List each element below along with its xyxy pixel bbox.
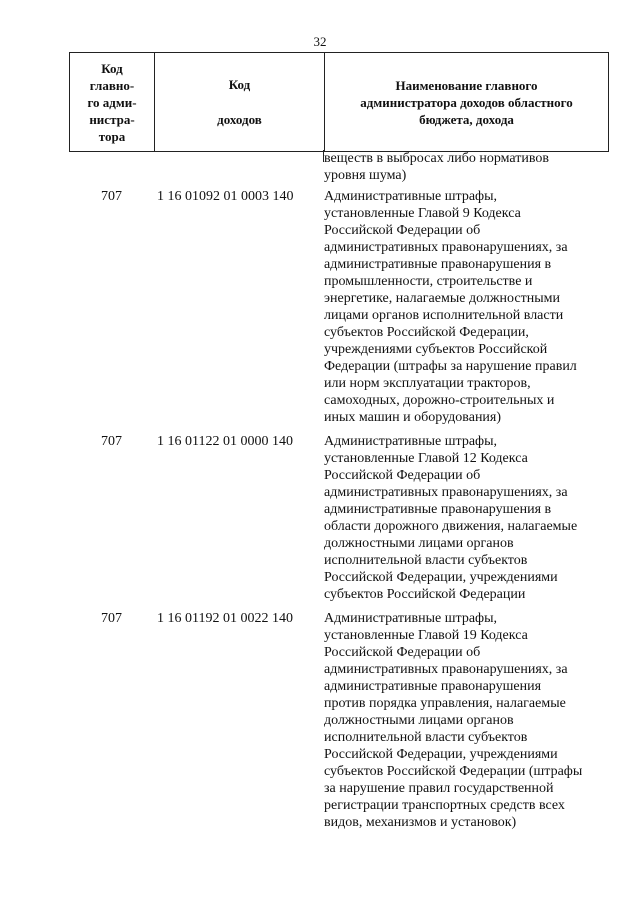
text-line: области дорожного движения, налагаемые [324, 519, 578, 534]
text-line: Административные штрафы, [324, 611, 498, 626]
header-admin-line: Код [101, 60, 123, 76]
text-line: Российской Федерации, учреждениями [324, 570, 558, 585]
header-admin-line: го адми- [87, 94, 137, 110]
header-name-line: Наименование главного [395, 77, 538, 93]
text-line: административные правонарушения [324, 679, 542, 694]
text-line: установленные Главой 9 Кодекса [324, 206, 521, 221]
admin-code: 707 [101, 434, 122, 449]
text-line: регистрации транспортных средств всех [324, 798, 565, 813]
header-admin-code [70, 53, 155, 152]
text-line: административных правонарушениях, за [324, 240, 568, 255]
header-income-code [155, 53, 325, 152]
table-header [69, 52, 609, 152]
text-line: Российской Федерации об [324, 468, 481, 483]
income-name [324, 433, 614, 603]
text-line: установленные Главой 12 Кодекса [324, 451, 528, 466]
text-line: веществ в выбросах либо нормативов [324, 151, 549, 166]
header-name-line: бюджета, дохода [419, 111, 514, 127]
text-line: административные правонарушения в [324, 257, 552, 272]
income-code: 1 16 01092 01 0003 140 [157, 189, 294, 204]
admin-code: 707 [101, 189, 122, 204]
text-line: иных машин и оборудования) [324, 410, 502, 425]
text-line: административных правонарушениях, за [324, 662, 568, 677]
text-line: энергетике, налагаемые должностными [324, 291, 560, 306]
text-line: Федерации (штрафы за нарушение правил [324, 359, 577, 374]
text-line: Административные штрафы, [324, 434, 498, 449]
continued-text [324, 150, 614, 184]
text-line: за нарушение правил государственной [324, 781, 554, 796]
header-admin-line: тора [98, 128, 126, 144]
text-line: уровня шума) [324, 168, 407, 183]
text-line: исполнительной власти субъектов [324, 553, 528, 568]
page-number: 32 [313, 34, 327, 49]
text-line: Российской Федерации, учреждениями [324, 747, 558, 762]
header-admin-line: главно- [89, 77, 135, 93]
text-line: против порядка управления, налагаемые [324, 696, 566, 711]
text-line: административные правонарушения в [324, 502, 552, 517]
text-line: установленные Главой 19 Кодекса [324, 628, 528, 643]
text-line: Административные штрафы, [324, 189, 498, 204]
header-code-line: Код [228, 77, 251, 92]
text-line: или норм эксплуатации тракторов, [324, 376, 531, 391]
admin-code: 707 [101, 611, 122, 626]
text-line: должностными лицами органов [324, 536, 514, 551]
header-name-line: администратора доходов областного [360, 94, 573, 110]
income-name [324, 610, 614, 831]
header-name [325, 53, 609, 152]
text-line: учреждениями субъектов Российской [324, 342, 548, 357]
text-line: исполнительной власти субъектов [324, 730, 528, 745]
header-code-line: доходов [217, 112, 262, 127]
income-name [324, 188, 614, 426]
text-line: видов, механизмов и установок) [324, 815, 517, 830]
text-line: самоходных, дорожно-строительных и [324, 393, 555, 408]
text-line: лицами органов исполнительной власти [324, 308, 564, 323]
text-line: субъектов Российской Федерации [324, 587, 526, 602]
income-code: 1 16 01192 01 0022 140 [157, 611, 293, 626]
text-line: административных правонарушениях, за [324, 485, 568, 500]
text-line: Российской Федерации об [324, 645, 481, 660]
header-admin-line: нистра- [89, 111, 135, 127]
text-line: субъектов Российской Федерации, [324, 325, 529, 340]
text-line: субъектов Российской Федерации (штрафы [324, 764, 583, 779]
text-line: промышленности, строительстве и [324, 274, 533, 289]
text-line: Российской Федерации об [324, 223, 481, 238]
text-line: должностными лицами органов [324, 713, 514, 728]
income-code: 1 16 01122 01 0000 140 [157, 434, 293, 449]
